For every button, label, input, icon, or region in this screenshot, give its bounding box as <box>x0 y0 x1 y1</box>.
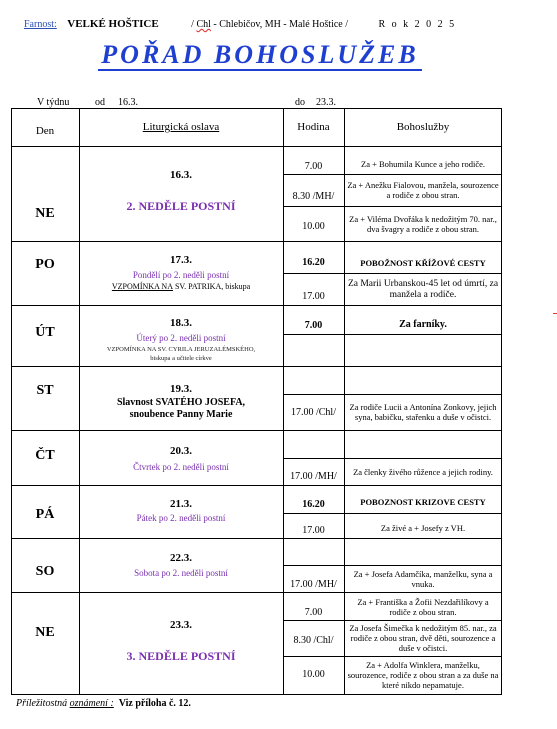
page-title: POŘAD BOHOSLUŽEB <box>0 40 520 70</box>
hour: 17.00 /MH/ <box>290 470 337 482</box>
celebration: Čtvrtek po 2. neděli postní <box>133 462 229 472</box>
hour: 17.00 /Chl/ <box>290 406 336 418</box>
day-name: PÁ <box>35 506 55 522</box>
celebration: Pondělí po 2. neděli postní <box>132 270 230 280</box>
day-date: 16.3. <box>170 169 192 181</box>
hour: 8.30 /MH/ <box>292 190 335 202</box>
week-label: V týdnu <box>37 97 70 108</box>
hour: 7.00 <box>304 319 323 331</box>
hour: 17.00 /MH/ <box>290 578 337 590</box>
parish-areas: - Chlebičov, MH - Malé Hoštice / <box>213 19 349 30</box>
celebration: snoubence Panny Marie <box>129 409 233 420</box>
memorial <box>79 280 283 292</box>
slash: / <box>191 19 194 30</box>
hour: 16.20 <box>302 499 325 510</box>
service: Za členky živého růžence a jejich rodiny. <box>353 466 493 477</box>
day-name: NE <box>35 625 55 640</box>
row-divider <box>11 538 502 539</box>
day-date: 23.3. <box>170 619 192 631</box>
day-date: 22.3. <box>170 552 192 564</box>
row-divider <box>11 485 502 486</box>
hour: 7.00 <box>304 606 323 618</box>
row-divider <box>11 430 502 431</box>
service: Za + Františka a Žofii Nezdařilíkovy a rodiče z obou stran. <box>357 596 489 617</box>
day-name: ÚT <box>35 324 55 340</box>
service: Za farníky. <box>399 319 447 330</box>
service: Za rodiče Lucii a Antonína Zonkovy, jejich syna, babičku, stařenku a duše v očistci. <box>349 402 497 422</box>
parish-label: Farnost: <box>24 19 57 30</box>
schedule-table <box>11 108 502 695</box>
footer-link: oznámení : <box>69 698 114 709</box>
header-liturgy: Liturgická oslava <box>142 121 220 133</box>
row-divider <box>11 146 502 147</box>
memorial: biskupa a učitele církve <box>150 354 212 362</box>
row-divider <box>11 241 502 242</box>
table-border <box>11 694 502 695</box>
week-from-label: od <box>95 97 105 108</box>
hour: 10.00 <box>302 668 325 680</box>
header-hour: Hodina <box>297 121 330 133</box>
day-date: 21.3. <box>170 498 192 510</box>
footer-label: Příležitostná <box>16 698 68 709</box>
edge-mark <box>553 313 557 314</box>
year: R o k 2 0 2 5 <box>378 19 457 30</box>
celebration: 3. NEDĚLE POSTNÍ <box>126 648 236 663</box>
subrow-divider <box>283 513 502 514</box>
service: POBOŽNOST KŘÍŽOVÉ CESTY <box>360 258 486 268</box>
service: POBOZNOST KRIZOVE CESTY <box>360 497 486 507</box>
celebration: Slavnost SVATÉHO JOSEFA, <box>116 397 246 408</box>
day-name: ČT <box>35 447 55 463</box>
header-day: Den <box>35 125 55 137</box>
day-date: 18.3. <box>170 317 192 329</box>
week-from: 16.3. <box>118 97 138 108</box>
week-to-label: do <box>295 97 305 108</box>
hour: 8.30 /Chl/ <box>293 634 334 646</box>
hour: 7.00 <box>304 160 323 172</box>
page-header <box>24 18 456 30</box>
service: Za + Bohumila Kunce a jeho rodiče. <box>361 159 485 169</box>
celebration: Pátek po 2. neděli postní <box>136 513 226 523</box>
memorial: VZPOMÍNKA NA SV. CYRILA JERUZALÉMSKÉHO, <box>106 345 256 353</box>
day-name: PO <box>35 257 55 272</box>
service: Za Josefa Šimečka k nedožitým 85. nar., za rodiče z obou stran, dvě děti, sourozence a duše v očistci. <box>349 623 497 653</box>
memorial-prefix: VZPOMÍNKA NA <box>111 281 173 291</box>
service: Za + Anežku Fialovou, manžela, sourozence a rodiče z obou stran. <box>347 180 499 200</box>
footer-note <box>16 698 191 709</box>
celebration: Úterý po 2. neděli postní <box>136 333 226 343</box>
day-name: NE <box>35 205 55 221</box>
service: Za živé a + Josefy z VH. <box>380 523 466 533</box>
hour: 17.00 <box>302 290 325 302</box>
memorial-saint: SV. PATRIKA, biskupa <box>174 281 251 291</box>
hour: 17.00 <box>302 524 325 536</box>
row-divider <box>11 305 502 306</box>
service: Za + Adolfa Winklera, manželku, sourozence, rodiče z obou stran a za duše na které nikdo nepamatuje. <box>347 660 499 690</box>
chl-abbr: Chl <box>196 19 211 30</box>
hour: 10.00 <box>302 220 325 232</box>
service: Za + Viléma Dvořáka k nedožitým 70. nar., dva švagry a rodiče z obou stran. <box>349 213 497 234</box>
day-date: 17.3. <box>170 254 192 266</box>
row-divider <box>11 366 502 367</box>
hour: 16.20 <box>302 256 325 268</box>
service: Za Marii Urbanskou-45 let od úmrtí, za manžela a rodiče. <box>347 278 499 300</box>
day-name: ST <box>36 383 54 398</box>
celebration: Sobota po 2. neděli postní <box>134 568 228 578</box>
celebration: 2. NEDĚLE POSTNÍ <box>126 198 236 213</box>
day-date: 19.3. <box>170 383 192 395</box>
service: Za + Josefa Adamčíka, manželku, syna a vnuka. <box>353 568 493 589</box>
week-to: 23.3. <box>316 97 336 108</box>
parish-name: VELKÉ HOŠTICE <box>67 18 159 30</box>
footer-text: Viz příloha č. 12. <box>118 698 191 709</box>
day-date: 20.3. <box>170 445 192 457</box>
subrow-divider <box>283 334 502 335</box>
header-services: Bohoslužby <box>396 121 450 133</box>
day-name: SO <box>35 564 55 579</box>
